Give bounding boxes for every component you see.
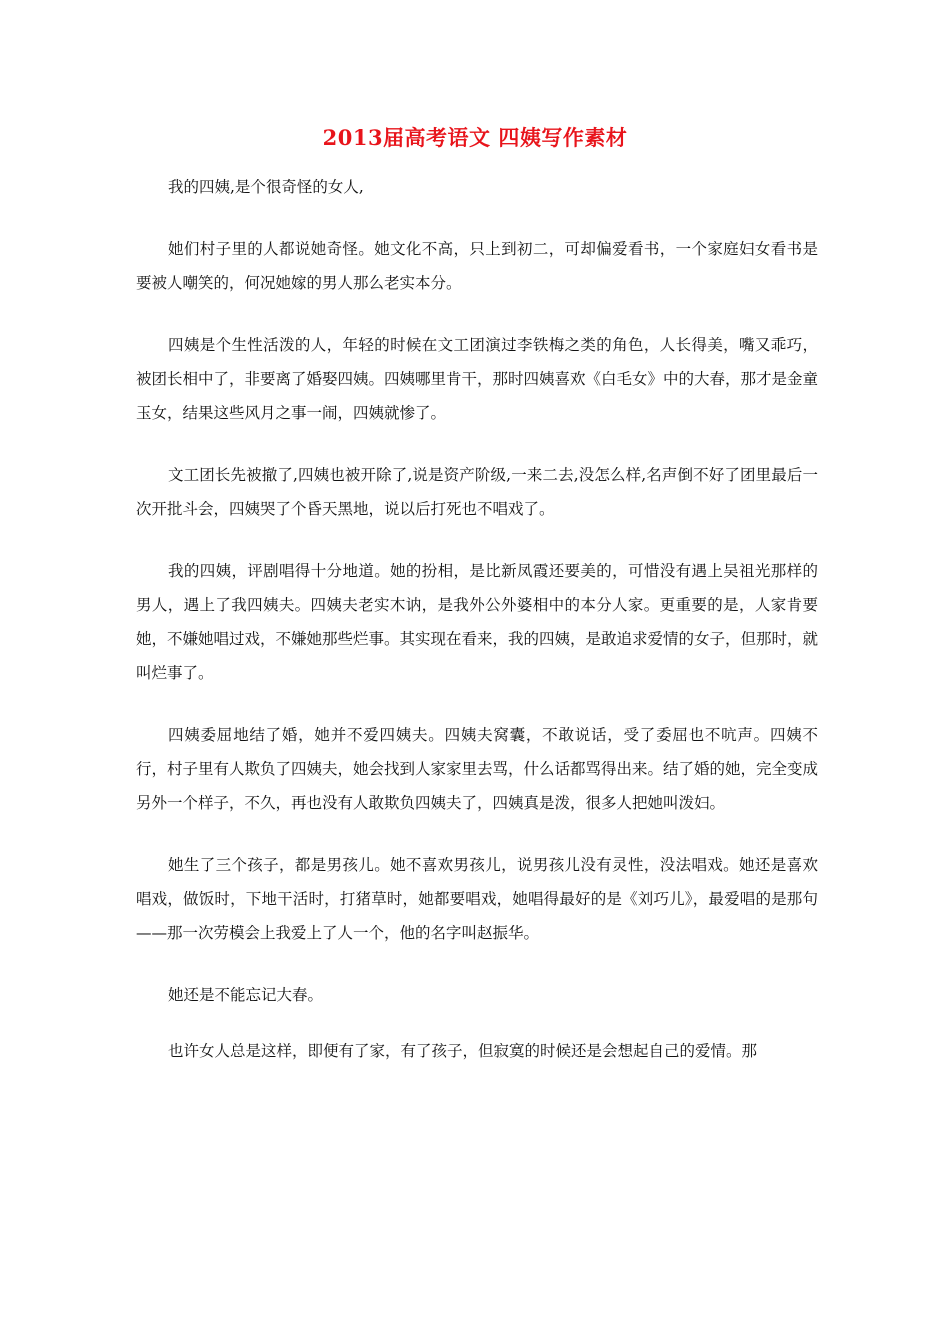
document-title: 2013届高考语文 四姨写作素材 bbox=[322, 125, 628, 150]
document-body bbox=[136, 170, 818, 1096]
paragraph-2: 她们村子里的人都说她奇怪。她文化不高，只上到初二，可却偏爱看书，一个家庭妇女看书是要被人嘲笑的，何况她嫁的男人那么老实本分。 bbox=[136, 240, 818, 292]
paragraph-1: 我的四姨,是个很奇怪的女人, bbox=[168, 178, 364, 196]
paragraph-7: 她生了三个孩子，都是男孩儿。她不喜欢男孩儿，说男孩儿没有灵性，没法唱戏。她还是喜欢唱戏，做饭时，下地干活时，打猪草时，她都要唱戏，她唱得最好的是《刘巧儿》，最爱唱的是那句——那一次劳模会上我爱上了人一个，他的名字叫赵振华。 bbox=[136, 856, 818, 942]
paragraph-6: 四姨委屈地结了婚，她并不爱四姨夫。四姨夫窝囊，不敢说话，受了委屈也不吭声。四姨不行，村子里有人欺负了四姨夫，她会找到人家家里去骂，什么话都骂得出来。结了婚的她，完全变成另外一个样子，不久，再也没有人敢欺负四姨夫了，四姨真是泼，很多人把她叫泼妇。 bbox=[136, 726, 819, 812]
paragraph-4: 文工团长先被撤了,四姨也被开除了,说是资产阶级,一来二去,没怎么样,名声倒不好了团里最后一次开批斗会，四姨哭了个昏天黑地，说以后打死也不唱戏了。 bbox=[136, 466, 818, 518]
paragraph-8: 她还是不能忘记大春。 bbox=[168, 986, 324, 1004]
paragraph-5: 我的四姨，评剧唱得十分地道。她的扮相，是比新凤霞还要美的，可惜没有遇上吴祖光那样的男人，遇上了我四姨夫。四姨夫老实木讷，是我外公外婆相中的本分人家。更重要的是，人家肯要她，不嫌她唱过戏，不嫌她那些烂事。其实现在看来，我的四姨，是敢追求爱情的女子，但那时，就叫烂事了。 bbox=[136, 562, 819, 682]
paragraph-3: 四姨是个生性活泼的人，年轻的时候在文工团演过李铁梅之类的角色，人长得美，嘴又乖巧，被团长相中了，非要离了婚娶四姨。四姨哪里肯干，那时四姨喜欢《白毛女》中的大春，那才是金童玉女，结果这些风月之事一闹，四姨就惨了。 bbox=[136, 336, 819, 422]
paragraph-9: 也许女人总是这样，即便有了家，有了孩子，但寂寞的时候还是会想起自己的爱情。那 bbox=[168, 1042, 758, 1060]
